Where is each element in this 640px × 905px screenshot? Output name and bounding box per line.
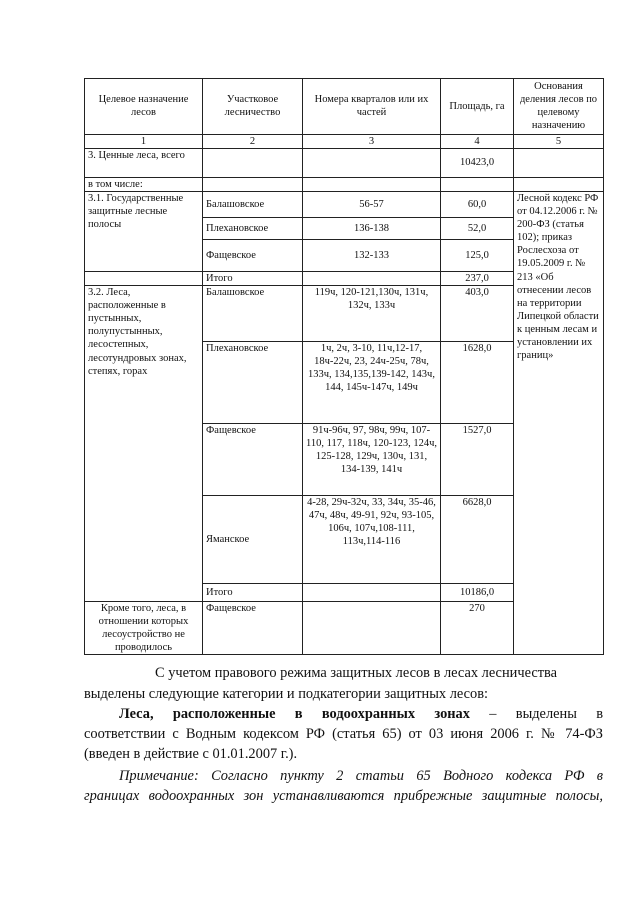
forestry-cell: Балашовское [203, 285, 303, 341]
paragraph-line: соответствии с Водным кодексом РФ (статья 65) от 03 июня 2006 г. № 74-ФЗ [84, 726, 603, 742]
quarters-cell: 4-28, 29ч-32ч, 33, 34ч, 35-46, 47ч, 48ч, 49-91, 92ч, 93-105, 106ч, 107ч,108-111, 113ч,114-116 [303, 495, 441, 583]
area-cell: 270 [441, 601, 514, 655]
table-row [85, 191, 604, 217]
subtotal-value: 237,0 [441, 271, 514, 285]
forestry-cell: Фащевское [203, 239, 303, 271]
empty-cell [441, 177, 514, 191]
text-fragment: – выделены в [469, 706, 603, 722]
bold-heading: Леса, расположенные в водоохранных зонах [119, 706, 470, 722]
forestry-cell: Яманское [203, 495, 303, 583]
col-number: 5 [514, 134, 604, 148]
forestry-cell: Балашовское [203, 191, 303, 217]
col-number: 4 [441, 134, 514, 148]
area-cell: 60,0 [441, 191, 514, 217]
empty-cell [303, 271, 441, 285]
extra-forests-title: Кроме того, леса, в отношении которых лесоустройство не проводилось [85, 601, 203, 655]
quarters-cell: 91ч-96ч, 97, 98ч, 99ч, 107-110, 117, 118ч, 120-123, 124ч, 125-128, 129ч, 130ч, 131, 134-139, 141ч [303, 423, 441, 495]
area-cell: 1527,0 [441, 423, 514, 495]
quarters-cell: 56-57 [303, 191, 441, 217]
area-cell: 52,0 [441, 217, 514, 239]
note-line: Примечание: Согласно пункту 2 статьи 65 Водного кодекса РФ в [119, 768, 603, 784]
empty-cell [303, 148, 441, 177]
area-cell: 1628,0 [441, 341, 514, 423]
area-cell: 6628,0 [441, 495, 514, 583]
col-number: 2 [203, 134, 303, 148]
header-quarters: Номера кварталов или их частей [303, 79, 441, 135]
valuable-forests-title: 3. Ценные леса, всего [85, 148, 203, 177]
quarters-cell: 119ч, 120-121,130ч, 131ч, 132ч, 133ч [303, 285, 441, 341]
empty-cell [85, 271, 203, 285]
forestry-cell: Плехановское [203, 341, 303, 423]
basis-cell: Лесной кодекс РФ от 04.12.2006 г. № 200-ФЗ (статья 102); приказ Рослесхоза от 19.05.2009 г. № 213 «Об отнесении лесов на территории Липецкой области к ценным лесам и установлении их границ» [514, 191, 604, 655]
col-number: 1 [85, 134, 203, 148]
paragraph-line: С учетом правового режима защитных лесов в лесах лесничества [155, 665, 558, 681]
note-line: границах водоохранных зон устанавливаются прибрежные защитные полосы, [84, 788, 603, 804]
including-row [85, 177, 604, 191]
empty-cell [514, 177, 604, 191]
quarters-cell: 132-133 [303, 239, 441, 271]
table-header-row [85, 79, 604, 135]
quarters-cell: 136-138 [303, 217, 441, 239]
empty-cell [203, 177, 303, 191]
empty-cell [203, 148, 303, 177]
paragraph-line: выделены следующие категории и подкатегории защитных лесов: [84, 686, 489, 702]
forest-purpose-table [84, 78, 604, 655]
empty-cell [303, 583, 441, 601]
quarters-cell: 1ч, 2ч, 3-10, 11ч,12-17, 18ч-22ч, 23, 24ч-25ч, 78ч, 133ч, 134,135,139-142, 143ч, 144, 145ч-147ч, 149ч [303, 341, 441, 423]
forestry-cell: Плехановское [203, 217, 303, 239]
protective-strips-title: 3.1. Государственные защитные лесные полосы [85, 191, 203, 271]
col-number: 3 [303, 134, 441, 148]
forestry-cell: Фащевское [203, 423, 303, 495]
header-basis: Основания деления лесов по целевому назначению [514, 79, 604, 135]
area-cell: 403,0 [441, 285, 514, 341]
header-area: Площадь, га [441, 79, 514, 135]
header-forestry: Участковое лесничество [203, 79, 303, 135]
forestry-cell: Фащевское [203, 601, 303, 655]
paragraph-line: (введен в действие с 01.01.2007 г.). [84, 746, 298, 762]
including-label: в том числе: [85, 177, 203, 191]
column-numbers-row [85, 134, 604, 148]
valuable-forests-row [85, 148, 604, 177]
paragraph-line [84, 704, 603, 724]
empty-cell [303, 601, 441, 655]
subtotal-label: Итого [203, 271, 303, 285]
desert-forests-title: 3.2. Леса, расположенные в пустынных, полупустынных, лесостепных, лесотундровых зонах, степях, горах [85, 285, 203, 601]
valuable-forests-total: 10423,0 [441, 148, 514, 177]
subtotal-value: 10186,0 [441, 583, 514, 601]
subtotal-label: Итого [203, 583, 303, 601]
header-purpose: Целевое назначение лесов [85, 79, 203, 135]
empty-cell [303, 177, 441, 191]
empty-cell [514, 148, 604, 177]
area-cell: 125,0 [441, 239, 514, 271]
